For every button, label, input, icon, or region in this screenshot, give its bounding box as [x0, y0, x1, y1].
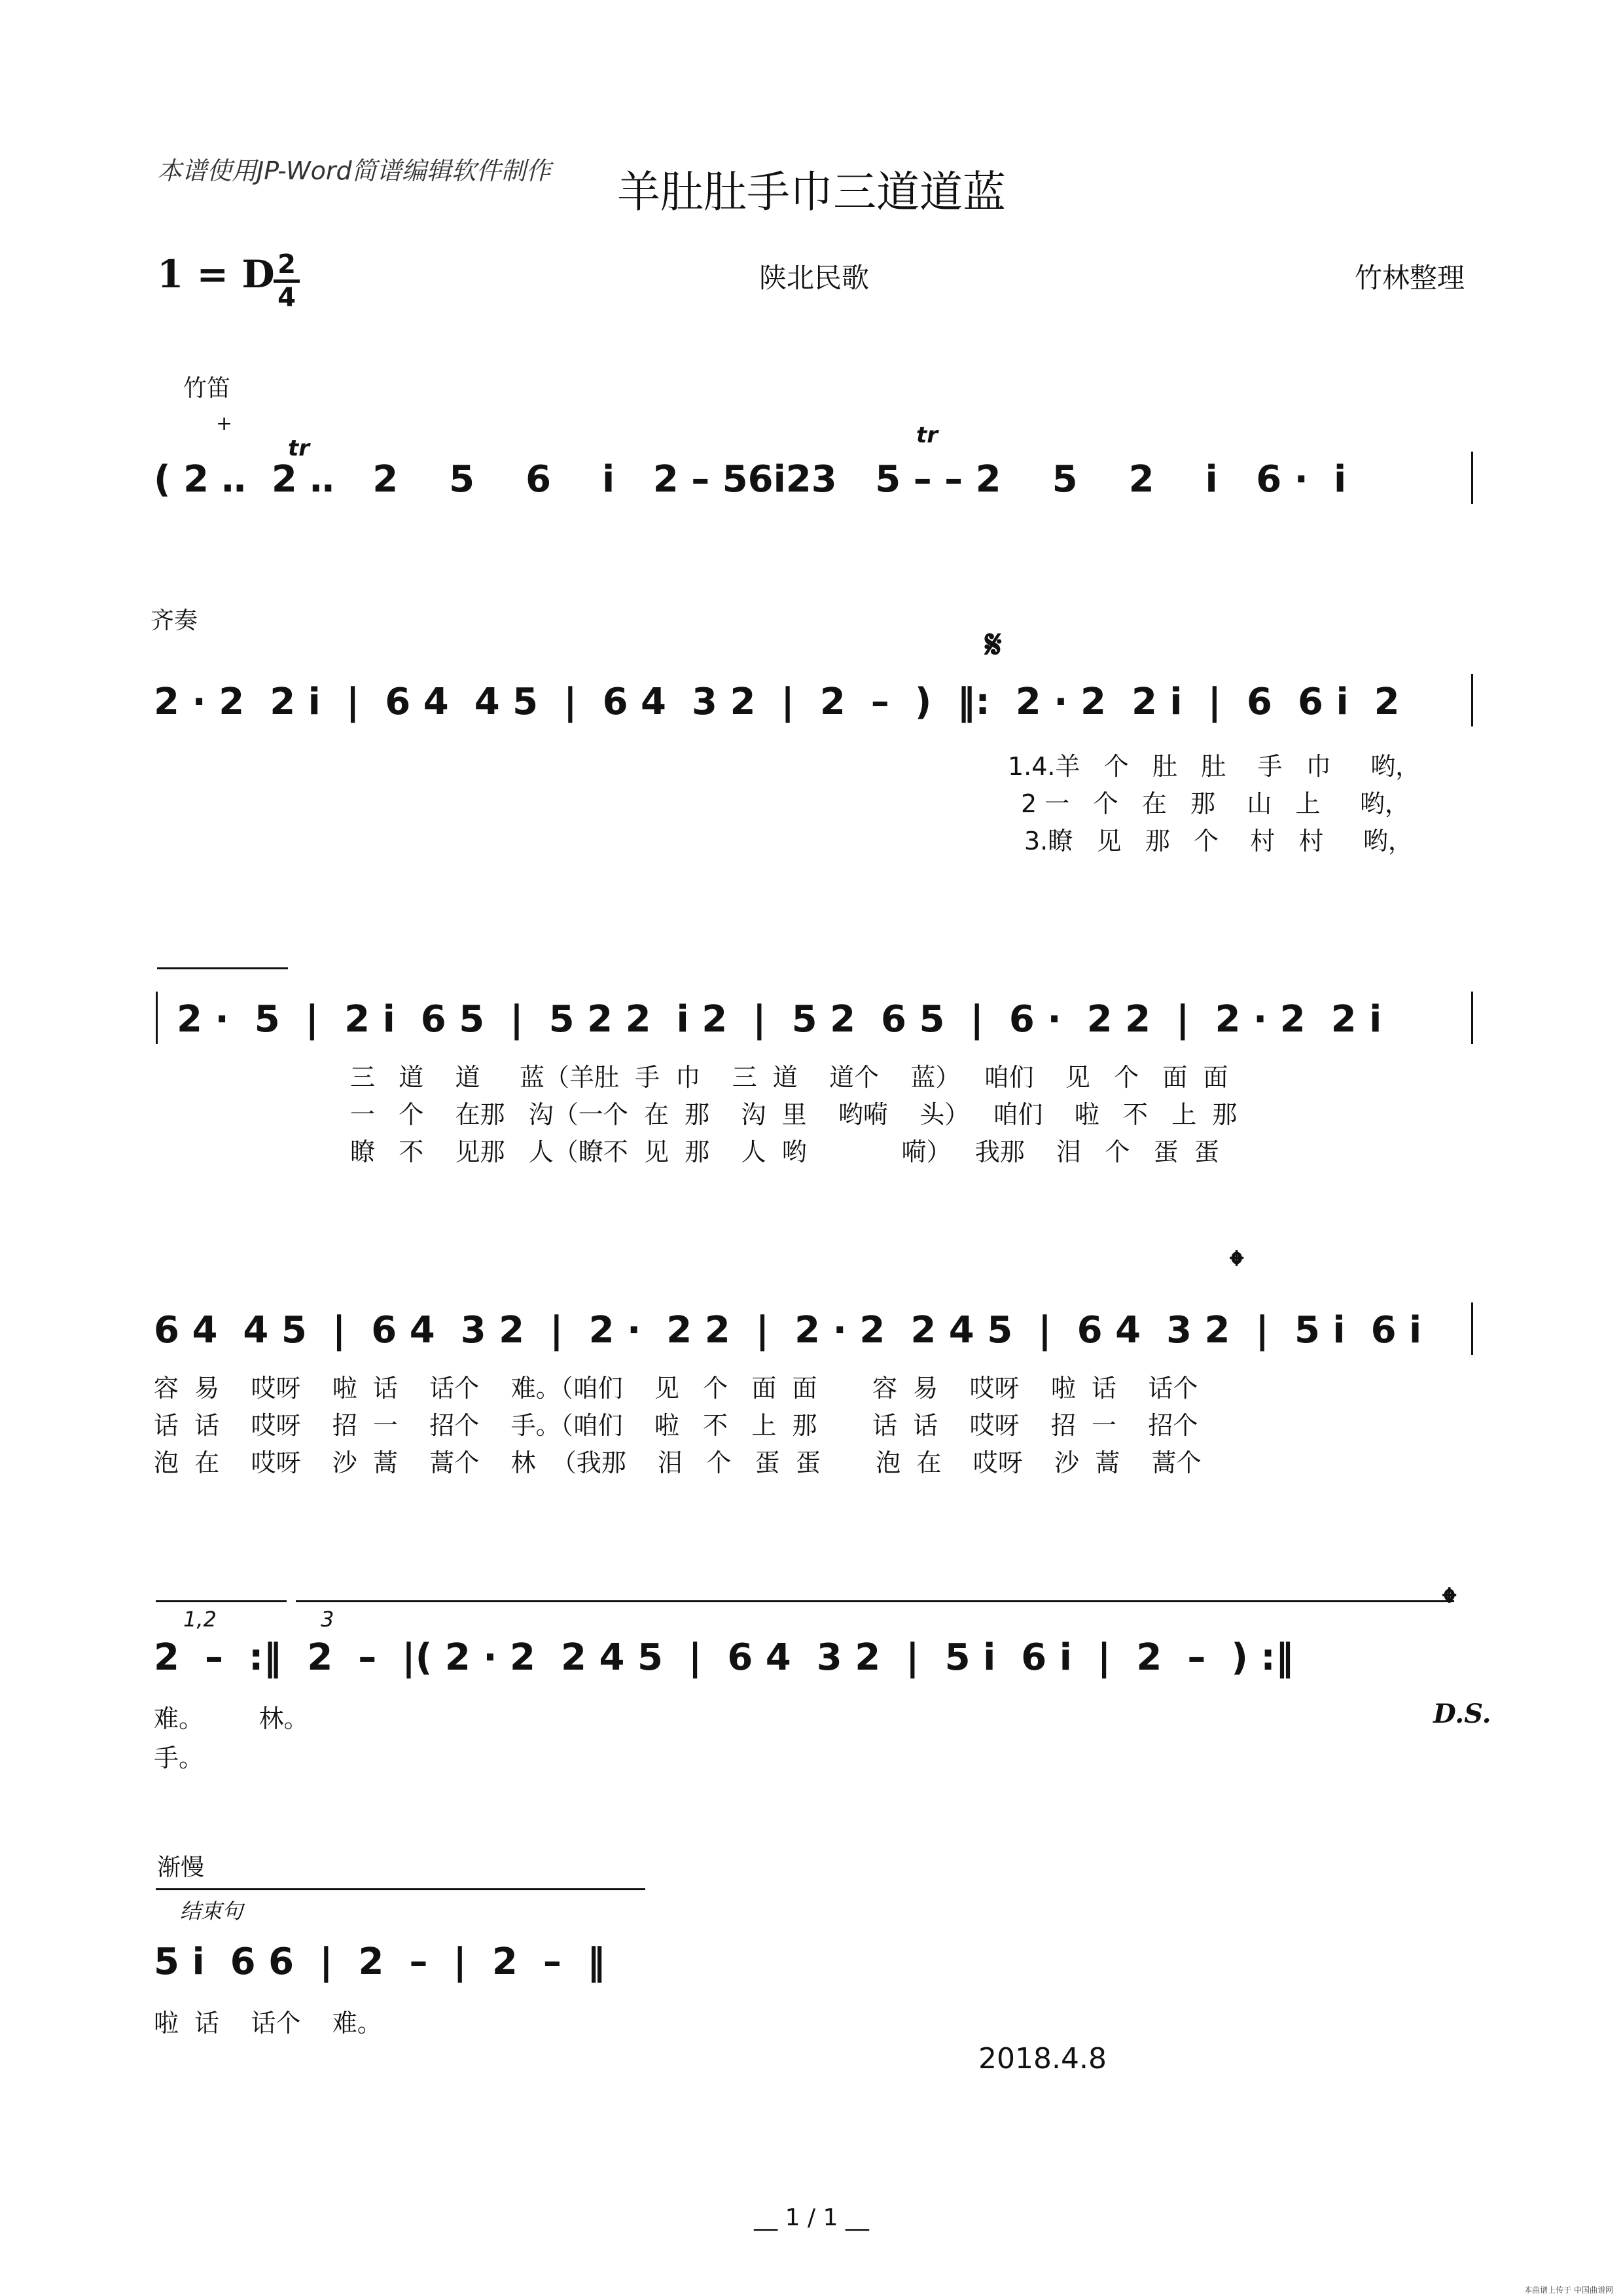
lyric-line: 3.瞭 见 那 个 村 村 哟，: [1024, 827, 1413, 855]
segno-icon: 𝄋: [985, 622, 1002, 668]
lyric-line: 1.4.羊 个 肚 肚 手 巾 哟，: [1008, 752, 1421, 781]
coda-bracket: [156, 1888, 645, 1890]
lyric-line: 容 易 哎呀 啦 话 话个 难。（咱们 见 个 面 面 容 易 哎呀 啦 话 话个: [154, 1374, 1198, 1403]
system-1-notes: ( 2 ‥ 2 ‥ 2 5 6 i 2 – 56i23 5 – – 2 5 2 i 6 · i: [154, 458, 1347, 501]
page-number: __ 1 / 1 __: [754, 2204, 869, 2231]
date: 2018.4.8: [978, 2042, 1107, 2075]
ornament-mark: +: [216, 412, 233, 435]
lyric-line: 一 个 在那 沟（一个 在 那 沟 里 哟嗬 头） 咱们 啦 不 上 那: [350, 1100, 1238, 1129]
dal-segno: D.S.: [1433, 1698, 1491, 1729]
lyric-line: 手。: [154, 1744, 204, 1772]
credit-note: 本谱使用JP-Word简谱编辑软件制作: [157, 156, 551, 185]
volta-1-bracket: [156, 1600, 287, 1602]
page-title: 羊肚肚手巾三道道蓝: [617, 167, 1006, 217]
barline: [156, 992, 158, 1044]
system-2-notes: 2 · 2 2 i | 6 4 4 5 | 6 4 3 2 | 2 – ) ‖: 2 · 2 2 i | 6 6 i 2: [154, 681, 1400, 723]
key-signature: 1 = D: [157, 252, 275, 296]
volta-1-label: 1,2: [183, 1607, 217, 1632]
barline: [1471, 452, 1473, 504]
system-4-notes: 6 4 4 5 | 6 4 3 2 | 2 · 2 2 | 2 · 2 2 4 5 | 6 4 3 2 | 5 i 6 i: [154, 1309, 1422, 1352]
volta-2-bracket: [296, 1600, 1454, 1602]
trill-mark-1: tr: [288, 435, 310, 461]
system-5-notes: 2 – :‖ 2 – |( 2 · 2 2 4 5 | 6 4 3 2 | 5 i 6 i | 2 – ) :‖: [154, 1636, 1294, 1679]
ritardando-label: 渐慢: [157, 1854, 205, 1881]
flute-label: 竹笛: [183, 375, 231, 402]
lyric-line: 话 话 哎呀 招 一 招个 手。（咱们 啦 不 上 那 话 话 哎呀 招 一 招个: [154, 1411, 1198, 1440]
barline: [1471, 1302, 1473, 1355]
lyric-line: 三 道 道 蓝（羊肚 手 巾 三 道 道个 蓝） 咱们 见 个 面 面: [350, 1063, 1228, 1092]
time-bottom: 4: [277, 283, 296, 313]
song-origin: 陕北民歌: [759, 262, 870, 294]
time-top: 2: [277, 249, 296, 279]
barline: [1471, 992, 1473, 1044]
lyric-line: 难。 林。: [154, 1704, 309, 1733]
lyric-line: 泡 在 哎呀 沙 蒿 蒿个 林 （我那 泪 个 蛋 蛋 泡 在 哎呀 沙 蒿 蒿个: [154, 1448, 1202, 1477]
coda-icon: 𝄌: [1443, 1581, 1456, 1623]
trill-mark-2: tr: [916, 422, 938, 448]
volta-2-label: 3: [321, 1607, 334, 1632]
system-3-notes: 2 · 5 | 2 i 6 5 | 5 2 2 i 2 | 5 2 6 5 | 6 · 2 2 | 2 · 2 2 i: [177, 998, 1382, 1041]
arranger: 竹林整理: [1355, 262, 1465, 294]
lyric-line: 2 一 个 在 那 山 上 哟，: [1021, 789, 1410, 818]
barline: [1471, 674, 1473, 726]
unison-label: 齐奏: [151, 607, 198, 634]
coda-icon: 𝄌: [1230, 1244, 1243, 1286]
coda-phrase-label: 结束句: [180, 1899, 243, 1924]
lyric-line: 瞭 不 见那 人（瞭不 见 那 人 哟 嗬） 我那 泪 个 蛋 蛋: [350, 1138, 1219, 1166]
lyric-line: 啦 话 话个 难。: [154, 2009, 382, 2037]
time-signature: [274, 251, 300, 312]
footer-watermark: 本曲谱上传于 中国曲谱网: [1524, 2286, 1613, 2295]
tie-line: [157, 967, 288, 969]
system-6-notes: 5 i 6 6 | 2 – | 2 – ‖: [154, 1941, 605, 1983]
